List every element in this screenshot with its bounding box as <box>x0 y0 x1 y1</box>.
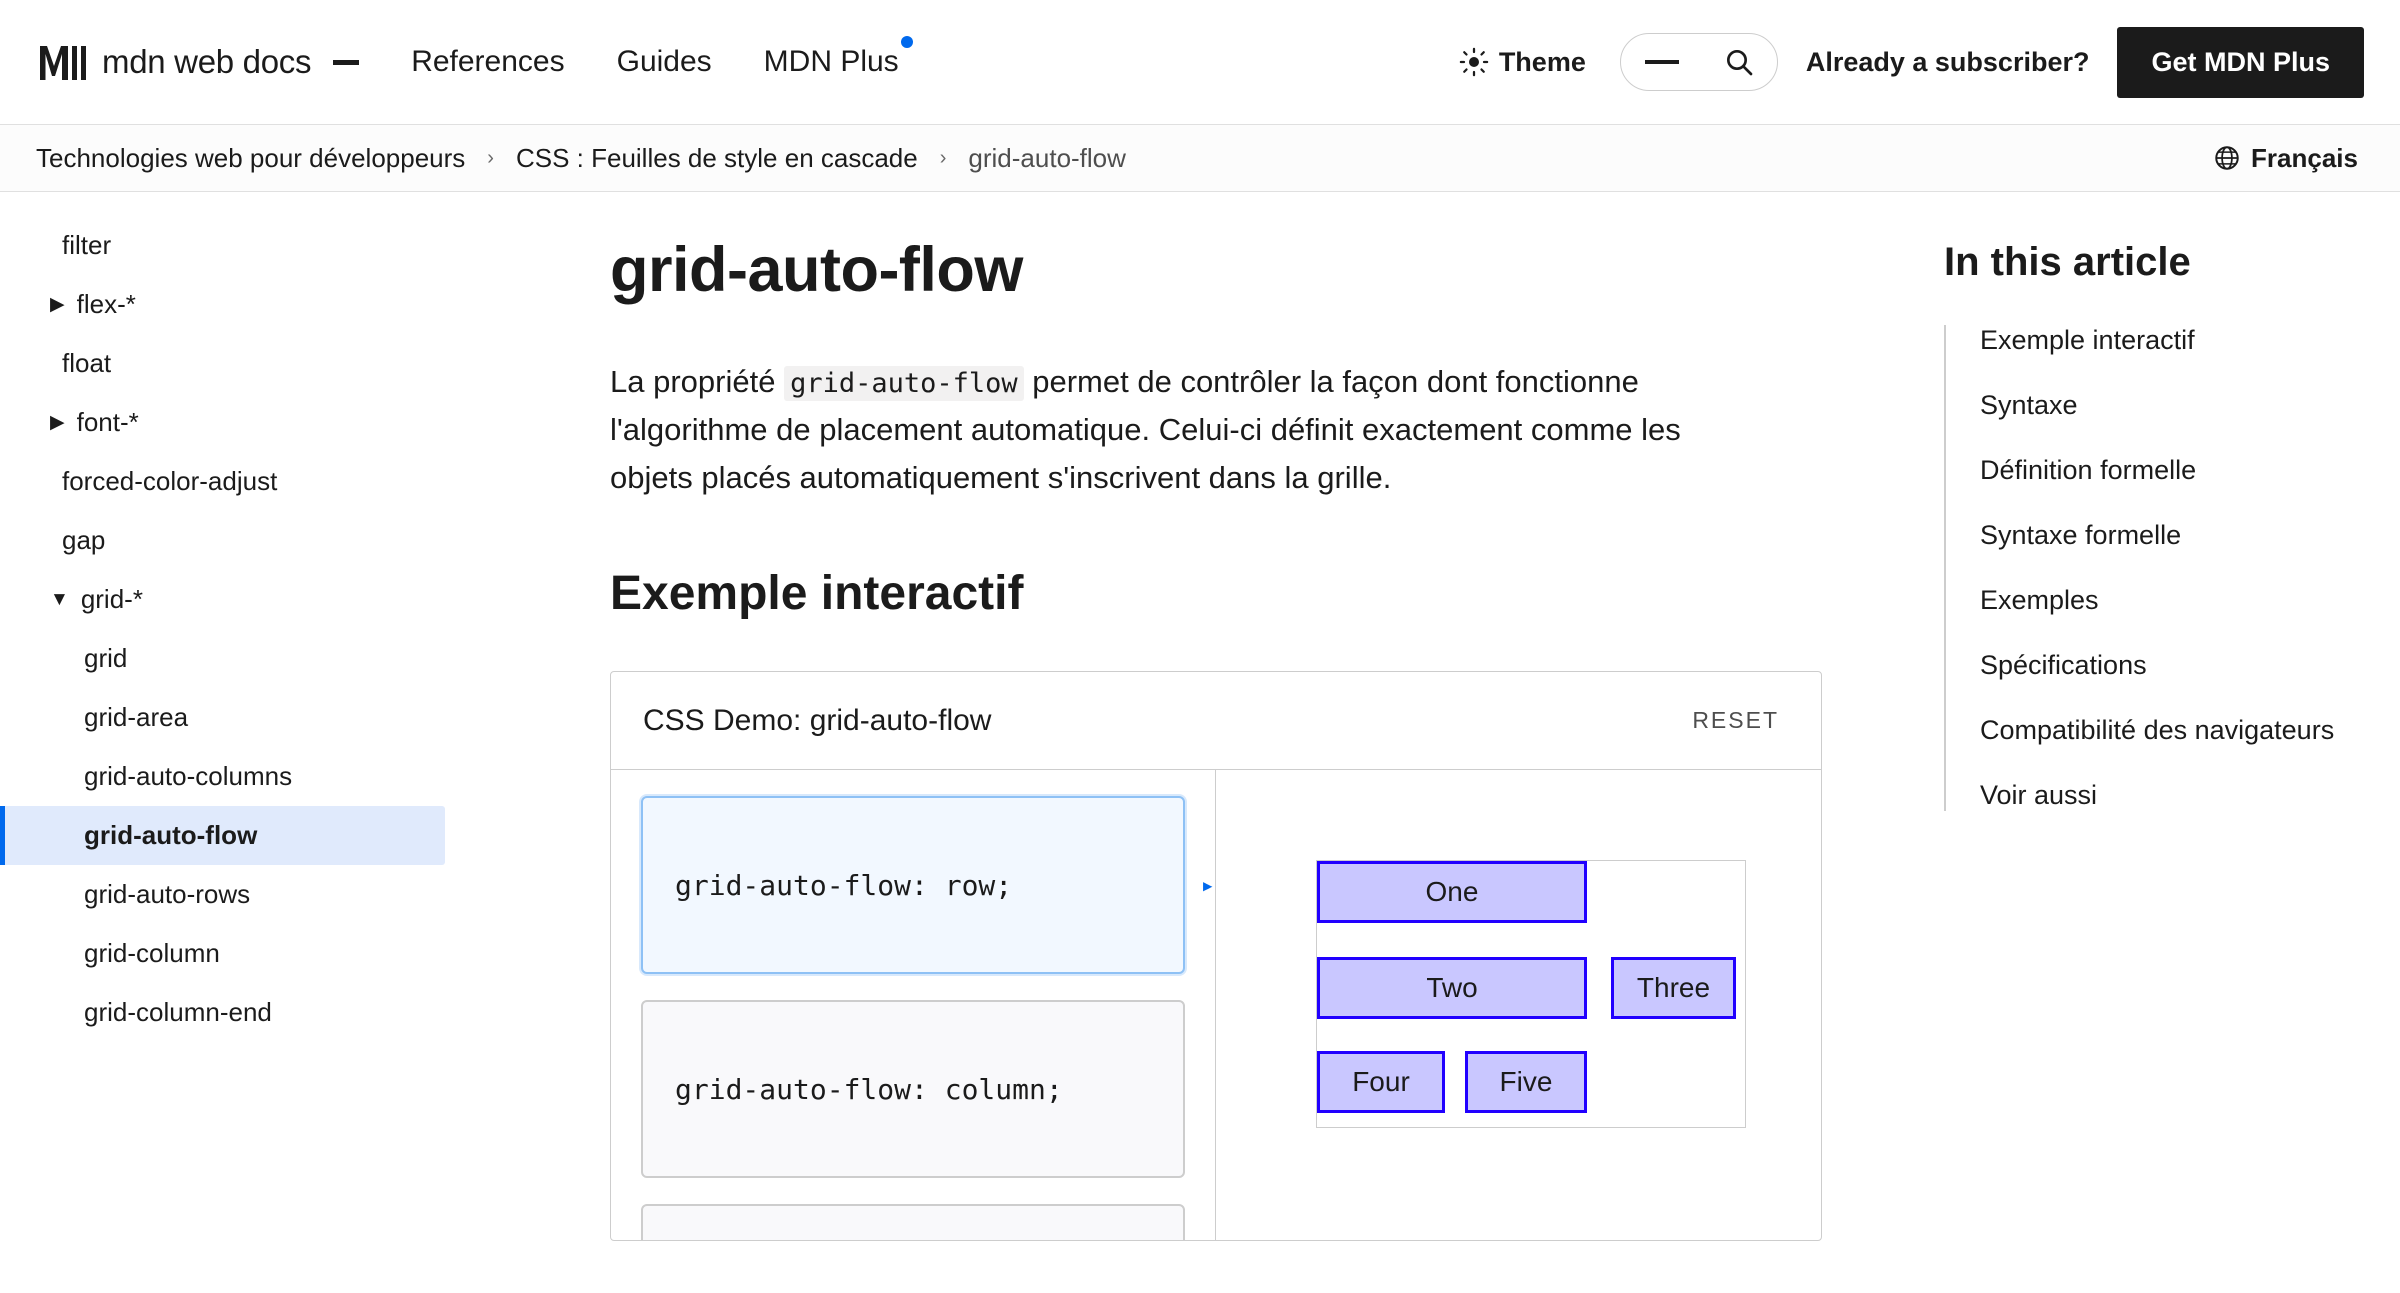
demo-choice-column[interactable] <box>641 1000 1185 1178</box>
sidebar-item-forced-color-adjust[interactable] <box>0 452 600 511</box>
sidebar-item-label: grid-auto-flow <box>84 820 258 850</box>
intro-inline-code: grid-auto-flow <box>784 366 1024 401</box>
globe-icon <box>2213 144 2241 172</box>
toc-item-specifications[interactable]: Spécifications <box>1980 650 2147 680</box>
toc-item-definition-formelle[interactable]: Définition formelle <box>1980 455 2197 485</box>
nav-item-guides[interactable]: Guides <box>616 45 712 78</box>
new-dot-icon <box>901 36 913 48</box>
intro-text-before: La propriété <box>610 364 785 399</box>
sidebar-item-grid-column[interactable] <box>0 924 600 983</box>
sidebar-item-label: grid-column-end <box>84 997 272 1027</box>
page-title: grid-auto-flow <box>610 235 1023 305</box>
toc-item-exemples[interactable]: Exemples <box>1980 585 2099 615</box>
sidebar-item-label: gap <box>62 525 106 555</box>
sidebar-item-filter[interactable] <box>0 216 600 275</box>
sidebar-item-label: float <box>62 348 112 378</box>
mdn-logo[interactable] <box>36 36 359 88</box>
sidebar-item-flex[interactable] <box>0 275 600 334</box>
breadcrumb-bar <box>0 125 2400 192</box>
sidebar-item-grid-column-end[interactable] <box>0 983 600 1042</box>
demo-grid-container <box>1316 860 1746 1128</box>
sidebar-item-label: grid <box>84 643 128 673</box>
breadcrumb-separator-2: › <box>939 146 947 169</box>
demo-grid-item-four: Four <box>1317 1051 1445 1113</box>
demo-header <box>611 672 1821 770</box>
interactive-example <box>610 671 1822 1241</box>
toc-heading: In this article <box>1944 240 2191 284</box>
sidebar-item-grid-auto-rows[interactable] <box>0 865 600 924</box>
toc-item-exemple-interactif[interactable]: Exemple interactif <box>1980 325 2195 355</box>
mdn-logo-text: mdn web docs <box>102 43 312 80</box>
sidebar-item-label: grid-* <box>80 584 143 614</box>
toc-item-syntaxe[interactable]: Syntaxe <box>1980 390 2078 420</box>
demo-grid-item-three: Three <box>1611 957 1736 1019</box>
breadcrumb-item-2[interactable]: CSS : Feuilles de style en cascade <box>515 142 918 173</box>
logo-underscore <box>333 60 359 65</box>
sidebar <box>0 192 600 1292</box>
search-cursor <box>1645 60 1679 64</box>
mdn-logo-icon <box>36 36 88 88</box>
theme-toggle-button[interactable] <box>1453 46 1592 79</box>
top-navigation-bar <box>0 0 2400 125</box>
nav-item-references[interactable]: References <box>411 45 565 78</box>
page-body <box>0 192 2400 1292</box>
sun-icon <box>1459 47 1489 77</box>
demo-choice-third[interactable] <box>641 1204 1185 1241</box>
demo-reset-button[interactable]: RESET <box>1686 706 1785 735</box>
intro-paragraph <box>610 358 1760 502</box>
chevron-down-icon: ▼ <box>50 589 69 610</box>
theme-label: Theme <box>1498 46 1586 77</box>
sidebar-item-grid-auto-flow[interactable] <box>0 806 445 865</box>
section-heading-interactive-example: Exemple interactif <box>610 567 1024 621</box>
sidebar-item-grid-area[interactable] <box>0 688 600 747</box>
sidebar-item-float[interactable] <box>0 334 600 393</box>
language-label: Français <box>2251 142 2358 173</box>
demo-choice-row[interactable] <box>641 796 1215 974</box>
sidebar-item-label: grid-auto-rows <box>84 879 251 909</box>
table-of-contents <box>1920 192 2400 1292</box>
toc-item-compatibilite[interactable]: Compatibilité des navigateurs <box>1980 715 2335 745</box>
chevron-right-icon: ▶ <box>50 294 65 315</box>
demo-grid-item-two: Two <box>1317 957 1587 1019</box>
sidebar-item-grid[interactable] <box>0 629 600 688</box>
already-subscriber-link[interactable]: Already a subscriber? <box>1805 46 2090 77</box>
demo-choice-list <box>611 770 1216 1240</box>
demo-grid-item-five: Five <box>1465 1051 1587 1113</box>
sidebar-item-grid-auto-columns[interactable] <box>0 747 600 806</box>
header-actions <box>1453 27 2364 98</box>
demo-body <box>611 770 1821 1240</box>
breadcrumb <box>36 143 1126 174</box>
demo-choice-code: grid-auto-flow: column; <box>675 1072 1063 1106</box>
sidebar-item-label: forced-color-adjust <box>62 466 278 496</box>
demo-choice-code: grid-auto-flow: row; <box>675 868 1013 902</box>
sidebar-item-label: font-* <box>76 407 139 437</box>
search-input[interactable] <box>1620 33 1778 91</box>
sidebar-item-gap[interactable] <box>0 511 600 570</box>
sidebar-item-font[interactable] <box>0 393 600 452</box>
breadcrumb-separator-1: › <box>487 146 494 169</box>
chevron-right-icon: ▸ <box>1200 871 1215 900</box>
demo-title: CSS Demo: grid-auto-flow <box>643 703 992 737</box>
breadcrumb-item-current: grid-auto-flow <box>968 142 1126 173</box>
toc-item-syntaxe-formelle[interactable]: Syntaxe formelle <box>1980 520 2182 550</box>
nav-item-mdn-plus[interactable] <box>764 45 899 79</box>
sidebar-item-label: flex-* <box>76 289 136 319</box>
intro-text-after: permet de contrôler la façon dont fonctionne l'algorithme de placement automatique. Celui-ci définit exactement comme les objets placés automatiquement s'inscrivent dans la grille. <box>610 364 1681 496</box>
sidebar-item-label: grid-auto-columns <box>84 761 293 791</box>
sidebar-item-label: grid-area <box>84 702 189 732</box>
sidebar-item-label: grid-column <box>84 938 220 968</box>
sidebar-item-grid-group[interactable] <box>0 570 600 629</box>
main-content <box>600 192 1920 1292</box>
nav-item-mdn-plus-label: MDN Plus <box>763 45 899 78</box>
breadcrumb-item-1[interactable]: Technologies web pour développeurs <box>36 142 466 173</box>
demo-grid-item-one: One <box>1317 861 1587 923</box>
search-icon <box>1723 46 1755 78</box>
get-mdn-plus-button[interactable]: Get MDN Plus <box>2117 27 2364 98</box>
demo-output-pane <box>1216 770 1821 1240</box>
sidebar-item-label: filter <box>62 230 112 260</box>
chevron-right-icon: ▶ <box>50 412 65 433</box>
toc-item-voir-aussi[interactable]: Voir aussi <box>1980 780 2098 810</box>
primary-nav <box>411 45 899 79</box>
toc-list <box>1944 325 2400 811</box>
language-switcher-button[interactable] <box>2207 142 2364 175</box>
